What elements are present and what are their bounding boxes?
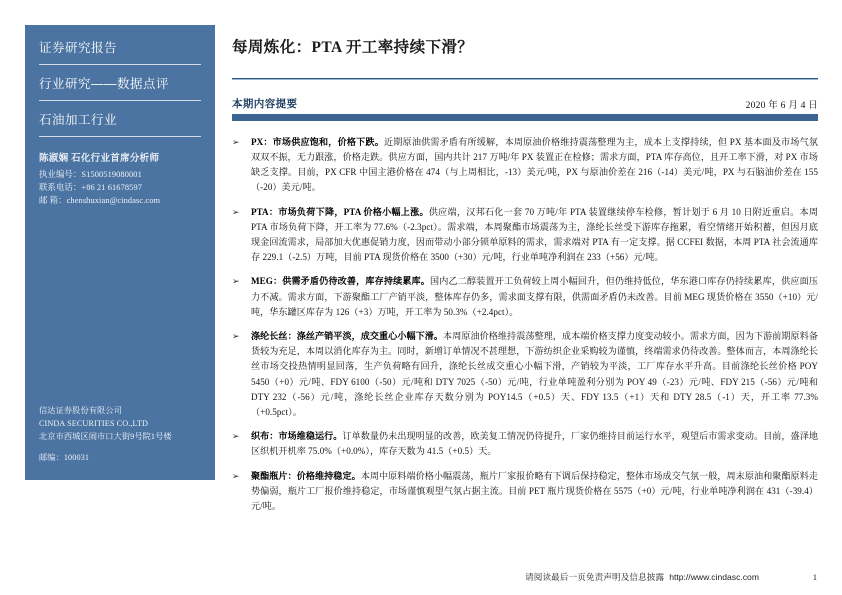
sidebar-item-report-type: 证券研究报告 <box>39 25 201 65</box>
list-item <box>232 429 818 459</box>
page-title: 每周炼化：PTA 开工率持续下滑？ <box>232 39 474 57</box>
company-address: 北京市西城区闹市口大街9号院1号楼 <box>39 432 172 442</box>
bullet-body <box>251 205 818 266</box>
bullet-body <box>251 274 818 320</box>
main-content <box>232 25 818 523</box>
sidebar-item-research-category: 行业研究——数据点评 <box>39 65 201 101</box>
sidebar-nav <box>25 25 215 137</box>
bullet-arrow-icon: ➢ <box>232 207 240 218</box>
list-item <box>232 135 818 196</box>
bullet-arrow-icon: ➢ <box>232 432 240 443</box>
company-website-link[interactable]: http://www.cindasc.com <box>669 572 759 582</box>
company-zipcode: 邮编：100031 <box>39 452 90 462</box>
bullet-text: 本周中原料端价格小幅震荡，瓶片厂家报价略有下调后保持稳定，整体市场成交气氛一般，周末原油和聚酯原料走势偏弱，瓶片工厂报价维持稳定，市场谨慎观望气氛占据主流。目前 PET 瓶片现货价格在 5575（+0）元/吨，行业单吨净利润在 431（-39.4）元/吨。 <box>251 470 818 512</box>
list-item <box>232 205 818 266</box>
page-footer <box>232 571 817 583</box>
analyst-name: 陈淑娴 石化行业首席分析师 <box>39 154 160 164</box>
list-item <box>232 329 818 420</box>
bullet-lead: 织布：市场维稳运行。 <box>251 431 343 442</box>
bullet-arrow-icon: ➢ <box>232 331 240 342</box>
report-date: 2020 年 6 月 4 日 <box>745 99 818 111</box>
bullet-lead: 涤纶长丝：涤丝产销平淡，成交重心小幅下滑。 <box>251 330 444 341</box>
company-name-cn: 信达证券股份有限公司 <box>39 405 122 415</box>
disclaimer-text: 请阅读最后一页免责声明及信息披露 <box>525 572 665 582</box>
bullet-text: 供应端，汉邦石化一套 70 万吨/年 PTA 装置继续停车检修，暂计划于 6 月 10 日附近重启。本周 PTA 市场负荷下降，开工率为 77.6%（-2.3pct）。需求端，本周聚酯市场震荡为主，涤纶长丝受下游库存拖累，看空情绪开始积蓄，但因月底现金回流需求，局部加大优惠促销力度，因而带动小部分锁单原料的需求，需求端对 PTA 有一定支撑。据 CCFEI 数据，本周 PTA 社会流通库存 229.1（-2.5）万吨，目前 PTA 现货价格在 3500（+30）元/吨，行业单吨净利润在 233（+56）元/吨。 <box>251 206 818 263</box>
list-item <box>232 274 818 320</box>
analyst-email[interactable]: 邮 箱：chenshuxian@cindasc.com <box>39 196 161 206</box>
company-info <box>25 404 215 480</box>
summary-bullet-list <box>232 135 818 514</box>
bullet-lead: MEG：供需矛盾仍待改善，库存持续累库。 <box>251 276 431 287</box>
bullet-body <box>251 329 818 420</box>
bullet-text: 本周原油价格维持震荡整理，成本端价格支撑力度变动较小。需求方面，因为下游前期原料备货较为充足，本周以消化库存为主。同时，新增订单情况不甚理想，下游纺织企业采购较为谨慎，终端需求仍待改善。整体而言，本周涤纶长丝市场交投热情明显回落，生产负荷略有回升，涤纶长丝成交重心小幅下滑，产销较为平淡，工厂库存水平升高。目前涤纶长丝价格 POY 5450（+0）元/吨、FDY 6100（-50）元/吨和 DTY 7025（-50）元/吨，行业单吨盈利分别为 POY 49（-23）元/吨、FDY 215（-56）元/吨和 DTY 232（-56）元/吨，涤纶长丝企业库存天数分别为 POY14.5（+0.5）天、FDY 13.5（+1）天和 DTY 28.5（-1）天，开工率 77.3%（+0.5pct）。 <box>251 330 818 417</box>
bullet-lead: PTA：市场负荷下降，PTA 价格小幅上涨。 <box>251 206 429 217</box>
bullet-arrow-icon: ➢ <box>232 277 240 288</box>
company-name-en: CINDA SECURITIES CO.,LTD <box>39 419 148 429</box>
summary-label: 本期内容提要 <box>232 98 298 110</box>
bullet-text: 国内乙二醇装置开工负荷较上周小幅回升，但仍维持低位，华东港口库存仍持续累库，供应面压力不减。需求方面，下游聚酯工厂产销平淡，整体库存仍多，需求面支撑有限，供需面矛盾仍未改善。目前 MEG 现货价格在 3550（+10）元/吨，华东罐区库存为 126（+3）万吨，开工率为 50.3%（+2.4pct）。 <box>251 276 818 317</box>
summary-accent-bar <box>232 114 818 121</box>
sidebar-item-industry: 石油加工行业 <box>39 101 201 137</box>
sidebar <box>25 25 215 480</box>
analyst-phone: 联系电话：+86 21 61678597 <box>39 183 143 193</box>
summary-header <box>232 96 818 111</box>
analyst-info <box>25 137 215 207</box>
bullet-text: 订单数量仍未出现明显的改善，欧美复工情况仍待提升，厂家仍维持目前运行水平，观望后市需求变动。目前，盛泽地区织机开机率 75.0%（+0.0%），库存天数为 41.5（+0.5）天。 <box>251 431 818 457</box>
bullet-lead: 聚酯瓶片：价格维持稳定。 <box>251 470 361 481</box>
bullet-arrow-icon: ➢ <box>232 137 240 148</box>
bullet-body <box>251 429 818 459</box>
bullet-lead: PX：市场供应饱和，价格下跌。 <box>251 136 384 147</box>
title-divider <box>232 78 818 80</box>
list-item <box>232 469 818 515</box>
analyst-license: 执业编号：S1500519080001 <box>39 170 142 179</box>
bullet-body <box>251 135 818 196</box>
page-number: 1 <box>812 572 817 582</box>
bullet-body <box>251 469 818 515</box>
bullet-text: 近期原油供需矛盾有所缓解，本周原油价格维持震荡整理为主，成本上支撑持续，但 PX 基本面及市场气氛双双不振，无力跟涨，价格走跌。供应方面，国内共计 217 万吨/年 PX 装置正在检修；需求方面，PTA 库存高位，且开工率下滑，对 PX 市场缺乏支撑。目前，PX CFR 中国主港价格在 474（与上周相比，-13）美元/吨，PX 与原油价差在 216（-14）美元/吨，PX 与石脑油价差在 155（-20）美元/吨。 <box>251 136 819 193</box>
bullet-arrow-icon: ➢ <box>232 471 240 482</box>
